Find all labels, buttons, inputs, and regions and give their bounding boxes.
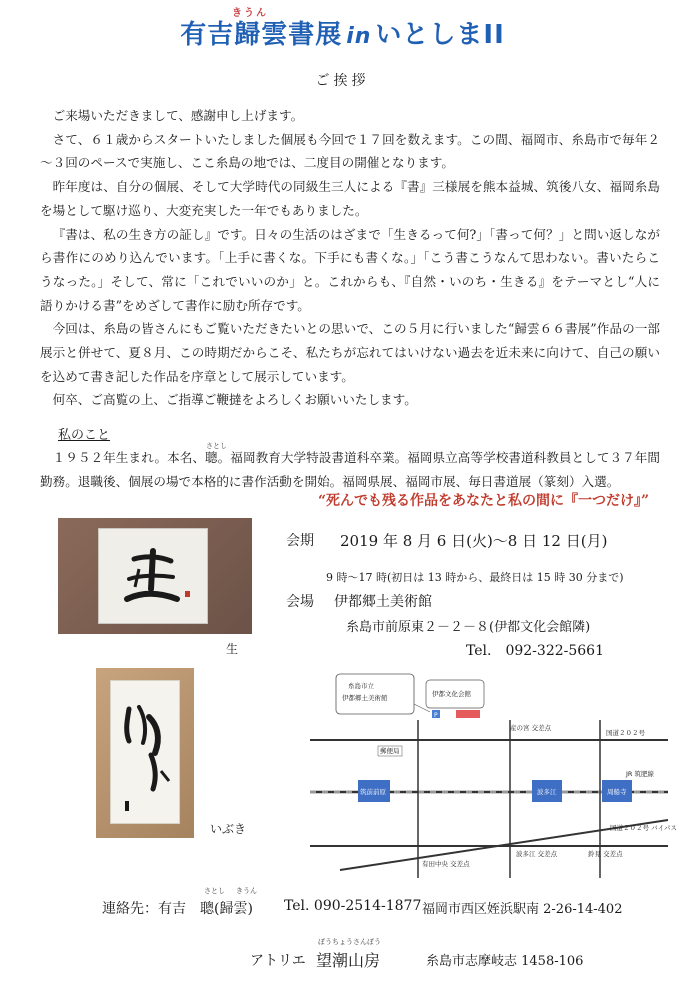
about-text: １９５２年生まれ。本名、聰。福岡教育大学特設書道科卒業。福岡県立高等学校書道科教員として３７年間勤務。退職後、個展の場で本格的に書作活動を開始。福岡県展、福岡市展、毎日書道展（篆刻）入選。 [40, 450, 660, 489]
photo-caption-ibuki: いぶき [210, 822, 247, 836]
greeting-paragraph: さて、６１歳からスタートいたしました個展も今回で１７回を数えます。この間、福岡市、糸島市で毎年２～３回のペースで実施し、ここ糸島の地では、二度目の開催となります。 [40, 131, 660, 171]
greeting-paragraph: 何卒、ご高覧の上、ご指導ご鞭撻をよろしくお願いいたします。 [52, 392, 417, 408]
artwork-photo-ibuki [96, 668, 194, 838]
atelier-ruby: ぼうちょうさんぼう [318, 938, 381, 946]
map-station-chikuzen: 筑前前原 [360, 788, 386, 796]
map-route202: 国道２０２号 [606, 729, 645, 737]
atelier-label: アトリエ [250, 953, 306, 969]
period-value: 2019 年 8 月 6 日(火)～8 日 12 日(月) [340, 532, 608, 550]
greeting-body [40, 104, 660, 412]
greeting-paragraph: 『書は、私の生き方の証し』です。日々の生活のはざまで「生きるって何?」「書って何？」と問い返しながら書作にのめり込んでいます。「上手に書くな。下手にも書くな。」「こう書こうなんて思わない。書いたらこうなった。」そして、常に「これでいいのか」と。これからも、『自然・いのち・生きる』をテーマとし“人に語りかける書”をめざして書作に励む所存です。 [40, 226, 660, 313]
brush-stroke-icon [99, 529, 209, 625]
photo-caption-sei: 生 [226, 642, 239, 656]
name-ruby: さとし [206, 442, 227, 450]
greeting-paragraph: 昨年度は、自分の個展、そして大学時代の同級生三人による『書』三様展を熊本益城、筑後八女、福岡糸島を場として駆け巡り、大変充実した一年でもありました。 [40, 179, 660, 218]
contact-address: 福岡市西区姪浜駅南 2-26-14-402 [422, 902, 623, 917]
title-ruby: きうん [232, 8, 268, 19]
map-station-hatae: 波多江 [537, 788, 557, 796]
slogan: “死んでも残る作品をあなたと私の間に『一つだけ』” [318, 493, 650, 509]
title-place: いとしまII [375, 20, 505, 50]
about-heading: 私のこと [58, 428, 111, 443]
map-bypass: 国道２０２号 バイパス [610, 824, 677, 832]
contact-tel: Tel. 090-2514-1877 [284, 898, 422, 914]
calligraphy-sheet [110, 680, 180, 824]
hours: 9 時～17 時(初日は 13 時から、最終日は 15 時 30 分まで) [326, 571, 624, 584]
venue-tel: Tel. 092-322-5661 [466, 643, 604, 659]
access-map [310, 660, 677, 878]
venue-name: 伊都郷土美術館 [334, 594, 432, 610]
map-museum-line1: 糸島市立 [348, 682, 374, 690]
map-jr-line: JR 筑肥線 [626, 770, 654, 778]
map-post-office: 郵便局 [380, 747, 400, 755]
atelier-address: 糸島市志摩岐志 1458-106 [426, 954, 584, 969]
venue-label: 会場 [286, 594, 314, 610]
greeting-paragraph: 今回は、糸島の皆さんにもご覧いただきたいとの思いで、この５月に行いました“歸雲６６書展”作品の一部展示と併せて、夏８月、この時期だからこそ、私たちが忘れてはいけない過去を近未来に向けて、自己の願いを込めて書き記した作品を序章として展示しています。 [40, 321, 660, 384]
contact-name: 連絡先：有吉 聰(歸雲) [102, 901, 253, 917]
map-arita: 有田中央 交差点 [422, 860, 470, 868]
atelier-name: 望潮山房 [316, 951, 381, 970]
title-main: 有吉歸雲書展 [180, 20, 343, 50]
exhibition-title [0, 8, 685, 51]
venue-address: 糸島市前原東２－２－８(伊都文化会館隣) [346, 620, 591, 635]
period-label: 会期 [286, 533, 314, 549]
brush-stroke-icon [111, 681, 181, 825]
greeting-paragraph: ご来場いただきまして、感謝申し上げます。 [52, 108, 304, 123]
map-hatae-cross: 波多江 交差点 [516, 850, 558, 858]
map-suzumi: 鈴見 交差点 [588, 850, 623, 858]
title-in: in [346, 24, 372, 49]
map-museum-line2: 伊都郷土美術館 [342, 694, 388, 702]
map-sannomiya: 産の宮 交差点 [510, 724, 552, 732]
contact-ruby-name: さとし [204, 887, 225, 895]
contact-ruby-gou: きうん [236, 887, 257, 895]
greeting-heading: ご挨拶 [315, 73, 370, 89]
artwork-photo-sei [58, 518, 252, 634]
map-parking-icon: P [434, 712, 438, 719]
map-culture-hall: 伊都文化会館 [432, 690, 471, 698]
calligraphy-sheet [98, 528, 208, 624]
map-station-shukokuji: 周船寺 [607, 788, 627, 796]
